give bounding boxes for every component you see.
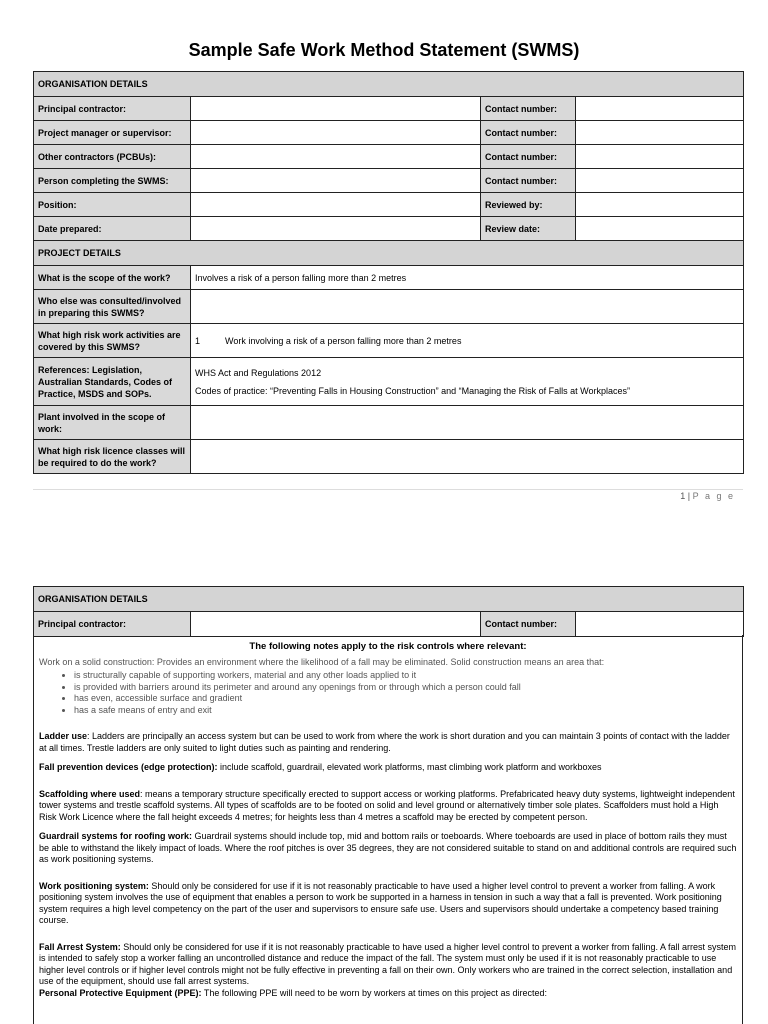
work-positioning-note (39, 881, 737, 927)
list-item: • has a safe means of entry and exit (74, 705, 737, 717)
activity-number: 1 (195, 335, 201, 346)
page-number: 1 | P a g e (680, 491, 735, 501)
consulted-field[interactable] (191, 290, 744, 324)
organisation-details-header: ORGANISATION DETAILS (34, 587, 744, 612)
org-row-project-manager (34, 121, 744, 145)
project-row-plant (34, 406, 744, 440)
org-row-position (34, 193, 744, 217)
swms-table-page-1 (33, 71, 744, 474)
solid-construction-note (39, 657, 737, 669)
date-prepared-field[interactable] (191, 217, 481, 241)
org-row-person-completing (34, 169, 744, 193)
ladder-use-note (39, 731, 737, 754)
review-date-field[interactable] (576, 217, 744, 241)
row-label: What high risk licence classes will be required to do the work? (34, 440, 191, 474)
reviewed-by-label: Reviewed by: (481, 193, 576, 217)
principal-contractor-field[interactable] (191, 97, 481, 121)
note-title: Guardrail systems for roofing work: (39, 831, 193, 841)
row-label: Date prepared: (34, 217, 191, 241)
row-label: Who else was consulted/involved in preparing this SWMS? (34, 290, 191, 324)
reviewed-by-field[interactable] (576, 193, 744, 217)
reference-line-1: WHS Act and Regulations 2012 (195, 367, 322, 378)
activity-text: Work involving a risk of a person falling more than 2 metres (225, 335, 462, 346)
project-manager-field[interactable] (191, 121, 481, 145)
org-row-date-prepared (34, 217, 744, 241)
contact-number-field[interactable] (576, 169, 744, 193)
org-row-principal-contractor (34, 612, 744, 637)
note-title: Personal Protective Equipment (PPE): (39, 987, 202, 998)
guardrail-note (39, 831, 737, 866)
page-label: P a g e (692, 491, 735, 501)
scaffolding-note (39, 789, 737, 824)
row-label: Position: (34, 193, 191, 217)
row-label: References: Legislation, Australian Standards, Codes of Practice, MSDS and SOPs. (34, 358, 191, 406)
row-label: Plant involved in the scope of work: (34, 406, 191, 440)
note-text: The following PPE will need to be worn by workers at times on this project as directed: (201, 987, 548, 998)
fall-arrest-note (39, 942, 737, 988)
contact-label: Contact number: (481, 612, 576, 637)
contact-number-field[interactable] (576, 612, 744, 637)
project-row-high-risk-activities (34, 324, 744, 358)
note-title: Work on a solid construction: (39, 656, 155, 667)
list-item: • is provided with barriers around its perimeter and around any openings from or through which a person could fall (74, 682, 737, 694)
org-row-principal-contractor (34, 97, 744, 121)
note-title: Fall prevention devices (edge protection): (39, 762, 218, 772)
reference-line-2: Codes of practice: “Preventing Falls in Housing Construction” and “Managing the Risk of Falls at Workplaces” (195, 385, 631, 396)
row-label: Person completing the SWMS: (34, 169, 191, 193)
list-item: • is structurally capable of supporting workers, material and any other loads applied to it (74, 670, 737, 682)
plant-field[interactable] (191, 406, 744, 440)
contact-number-field[interactable] (576, 121, 744, 145)
review-date-label: Review date: (481, 217, 576, 241)
note-title: Ladder use (39, 731, 88, 741)
contact-label: Contact number: (481, 97, 576, 121)
org-row-other-contractors (34, 145, 744, 169)
note-title: Fall Arrest System: (39, 941, 121, 952)
swms-table-page-2 (33, 586, 744, 637)
high-risk-activities-field[interactable] (191, 324, 744, 358)
project-row-licence-classes (34, 440, 744, 474)
note-text: Guardrail systems should include top, mid and bottom rails or toeboards. Where toeboards are used in place of bottom rails they must be able to withstand the likely impact of loads. Where the roof pitches is over 35 degrees, they are not considered suitable to stand on and additional controls are required such as work positioning systems. (39, 831, 737, 864)
position-field[interactable] (191, 193, 481, 217)
row-label: Principal contractor: (34, 612, 191, 637)
page-number-value: 1 (680, 491, 686, 501)
page-footer-divider (33, 489, 743, 490)
principal-contractor-field[interactable] (191, 612, 481, 637)
note-text: Should only be considered for use if it is not reasonably practicable to have used a higher level control to prevent a worker from falling. A fall arrest system is intended to safely stop a worker falling an uncontrolled distance and reduce the impact of the fall. The system must only be used if it is not reasonably practicable to use higher level controls or if higher level controls might not be fully effective in preventing a fall on their own. Only workers who are trained in the correct selection, installation and use of the equipment, should use fall arrest systems. (39, 941, 737, 986)
project-details-header: PROJECT DETAILS (34, 241, 744, 266)
note-text: Provides an environment where the likelihood of a fall may be eliminated. Solid construction means an area that: (154, 656, 605, 667)
person-completing-field[interactable] (191, 169, 481, 193)
contact-label: Contact number: (481, 169, 576, 193)
note-title: Work positioning system: (39, 880, 149, 891)
list-item: • has even, accessible surface and gradient (74, 693, 737, 705)
note-text: Should only be considered for use if it is not reasonably practicable to have used a higher level control to prevent a worker from falling. A work positioning system involves the use of equipment that enables a person to work be supported in a harness in tension in such a way that a fall is prevented. Work positioning system requires a high level competency on the part of the user and supervisors to ensure safe use. Users and supervisors should undertake a competency based training course. (39, 880, 722, 925)
ppe-note (39, 988, 737, 1000)
notes-heading: The following notes apply to the risk controls where relevant: (249, 641, 527, 652)
document-title: Sample Safe Work Method Statement (SWMS) (188, 40, 580, 60)
row-label: Other contractors (PCBUs): (34, 145, 191, 169)
note-text: include scaffold, guardrail, elevated work platforms, mast climbing work platform and workboxes (217, 762, 602, 772)
project-row-consulted (34, 290, 744, 324)
risk-control-notes (33, 635, 743, 1024)
references-field[interactable] (191, 358, 744, 406)
other-contractors-field[interactable] (191, 145, 481, 169)
fall-prevention-note (39, 762, 737, 774)
contact-label: Contact number: (481, 145, 576, 169)
contact-label: Contact number: (481, 121, 576, 145)
row-label: What is the scope of the work? (34, 266, 191, 290)
note-title: Scaffolding where used (39, 788, 141, 799)
project-row-references (34, 358, 744, 406)
note-text: : Ladders are principally an access system but can be used to work from where the work is short duration and you can maintain 3 points of contact with the ladder at all times. Trestle ladders are only suited to light duties such as painting and rendering. (39, 731, 730, 753)
contact-number-field[interactable] (576, 97, 744, 121)
licence-classes-field[interactable] (191, 440, 744, 474)
project-row-scope (34, 266, 744, 290)
note-text: : means a temporary structure specifically erected to support access or working platforms. Prefabricated heavy duty systems, lightweight independent tower systems and trestle scaffold systems. All types of scaffolds are to be footed on solid and level ground or alternatively timber sole plates. Scaffolders must hold a High Risk Work Licence where the fall height exceeds 4 metres; for heights less than 4 metres a scaffold may be erected by competent person. (39, 788, 735, 822)
organisation-details-header: ORGANISATION DETAILS (34, 72, 744, 97)
row-label: Project manager or supervisor: (34, 121, 191, 145)
contact-number-field[interactable] (576, 145, 744, 169)
row-label: What high risk work activities are covered by this SWMS? (34, 324, 191, 358)
row-label: Principal contractor: (34, 97, 191, 121)
scope-of-work-field[interactable]: Involves a risk of a person falling more than 2 metres (191, 266, 744, 290)
solid-construction-list (39, 670, 737, 716)
